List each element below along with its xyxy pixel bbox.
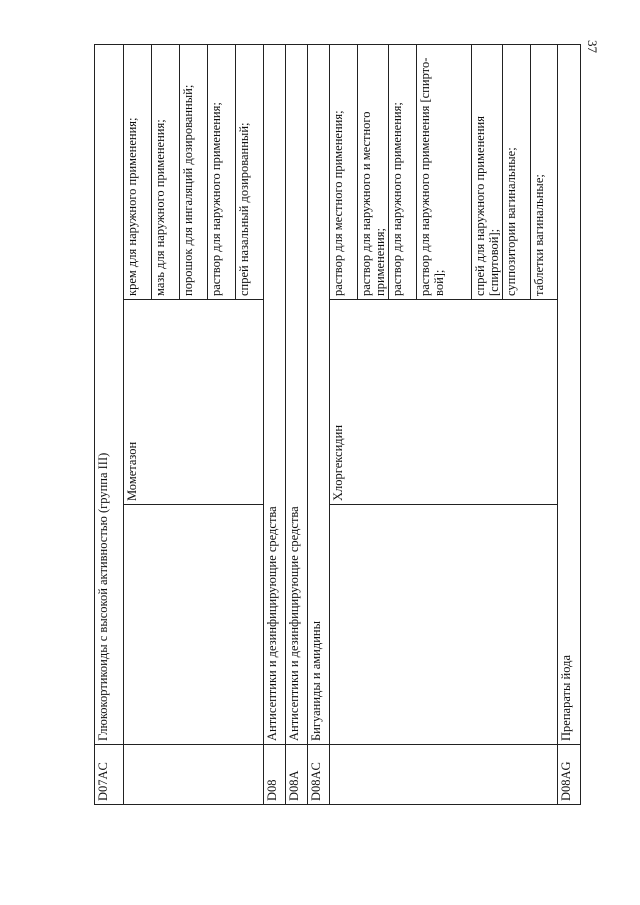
table-row bbox=[95, 44, 124, 804]
dosage-form-cell: порошок для ингаляций дозированный; bbox=[180, 44, 208, 299]
table-row bbox=[308, 44, 330, 804]
dosage-form-cell: раствор для местного применения; bbox=[330, 44, 358, 299]
empty-group-cell bbox=[330, 505, 558, 745]
atc-code-cell: D08A bbox=[286, 745, 308, 805]
dosage-form-cell: мазь для наружного применения; bbox=[152, 44, 180, 299]
empty-code-cell bbox=[330, 745, 558, 805]
dosage-form-cell: спрей для наружного применения [спиртовой]; bbox=[472, 44, 503, 299]
atc-table bbox=[94, 44, 581, 805]
table-row bbox=[264, 44, 286, 804]
atc-code-cell: D08 bbox=[264, 745, 286, 805]
atc-code-cell: D08AG bbox=[558, 745, 581, 805]
group-name-cell: Препараты йода bbox=[558, 44, 581, 744]
drug-name-cell: Хлоргексидин bbox=[330, 300, 558, 505]
dosage-form-cell: спрей назальный дозированный; bbox=[236, 44, 264, 299]
table-row bbox=[124, 44, 152, 804]
table-row bbox=[330, 44, 358, 804]
dosage-form-cell: раствор для наружного и местного применения; bbox=[358, 44, 389, 299]
group-name-cell: Глюкокортикоиды с высокой активностью (группа III) bbox=[95, 44, 124, 744]
group-name-cell: Антисептики и дезинфицирующие средства bbox=[286, 44, 308, 744]
dosage-form-cell: раствор для наружного применения [спирто-вой]; bbox=[417, 44, 472, 299]
dosage-form-cell: суппозитории вагинальные; bbox=[503, 44, 531, 299]
document-stage bbox=[94, 45, 573, 805]
atc-code-cell: D08AC bbox=[308, 745, 330, 805]
table-row bbox=[558, 44, 581, 804]
empty-group-cell bbox=[124, 505, 264, 745]
atc-code-cell: D07AC bbox=[95, 745, 124, 805]
rotated-table-wrapper bbox=[94, 45, 573, 805]
dosage-form-cell: таблетки вагинальные; bbox=[531, 44, 558, 299]
dosage-form-cell: раствор для наружного применения; bbox=[208, 44, 236, 299]
empty-code-cell bbox=[124, 745, 264, 805]
group-name-cell: Бигуаниды и амидины bbox=[308, 44, 330, 744]
table-row bbox=[286, 44, 308, 804]
page-number: 37 bbox=[585, 40, 600, 53]
drug-name-cell: Мометазон bbox=[124, 300, 264, 505]
group-name-cell: Антисептики и дезинфицирующие средства bbox=[264, 44, 286, 744]
dosage-form-cell: раствор для наружного применения; bbox=[389, 44, 417, 299]
dosage-form-cell: крем для наружного применения; bbox=[124, 44, 152, 299]
